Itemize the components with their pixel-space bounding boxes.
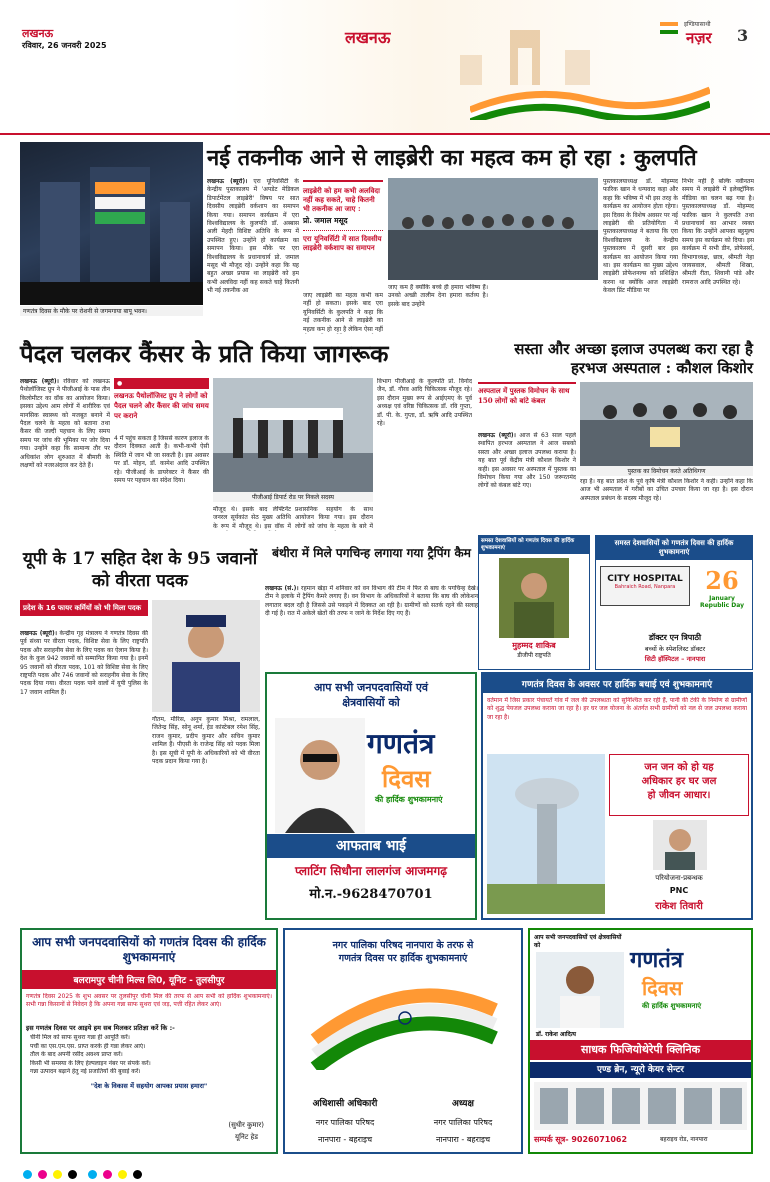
lead-quote-2: एरा यूनिवर्सिटी में सात दिवसीय लाइब्रेरी वर्कशाप का समापन — [303, 230, 383, 252]
nagar-right-place: नानपारा - बहराइच — [435, 1135, 491, 1144]
cancer-tag-label: ● — [114, 378, 209, 389]
hospital-ad — [595, 535, 753, 670]
water-tank-image — [487, 754, 605, 914]
hospital-photo — [580, 382, 753, 467]
lead-col-1: लखनऊ (ब्यूरो)। एरा यूनिवर्सिटी के केन्द्रीय पुस्तकालय में 'अपडेट मेडिकल डिपार्टमेंटल लाइब्रेरी' विषय पर सात दिवसीय लाइब्रेरी वर्कशाप का समापन किया गया। समापन कार्यक्रम में एरा विश्वविद्यालय के कुलपति डॉ. अब्बास अली मेहदी विशिष्ट अतिथि के रूप में उपस्थित हुए। उन्होंने हो कार्यक्रम का समापन किया। इस मौके पर एरा विश्वविद्यालय के प्रधानाचार्य प्रो. जमाल मसूद भी मौजूद रहे। उन्होंने कहा कि यह बहुत अच्छा प्रयास था लाइब्रेरी को हम कभी अलविदा नहीं कह सकते चाहे कितनी भी नई तकनीक आ — [207, 178, 299, 295]
lead-col-5: निर्भर नहीं है बल्कि नवीनतम समय में लाइब्रेरी में इलेक्ट्रॉनिक मीडिया का चलन बढ़ गया है। पुस्तकालयाध्यक्ष डॉ. मोहम्मद फारिक खान ने कुलपति तथा प्रधानाचार्य का आभार व्यक्त किया कि उन्होंने आपका बहुमूल्य समय इस कार्यक्रम को दिया। इस कार्यक्रम में सभी डीन, प्रोफेसर्स, विभागाध्यक्ष, छात्र, श्रीमती नेहा जायसवाल, श्रीमती शिखा, श्रीमती रीता, शिवानी पांडे और रामराज आदि उपस्थित रहे। — [682, 178, 754, 286]
aftab-festival-2: दिवस — [382, 764, 431, 793]
balrampur-ad — [20, 928, 278, 1154]
page-number: 3 — [737, 26, 749, 45]
cancer-tag-text: लखनऊ पैथोलॉजिस्ट ग्रुप ने लोगों को पैदल चलने और कैंसर की जांच समय पर कराने — [114, 391, 209, 420]
physio-services — [534, 1082, 747, 1130]
pnc-ad — [481, 672, 753, 920]
cancer-col-1: लखनऊ (ब्यूरो)। रविवार को लखनऊ पैथोलॉजिस्ट ग्रुप ने पीजीआई के पास तीन किलोमीटर का वॉक का आयोजन किया। इसका उद्देश्य आम लोगों में शारीरिक एवं मानसिक स्वास्थ्य को मजबूत बनाने में पैदल चलने के महत्व को बताना तथा कैंसर की जल्दी पहचान के लिए समय समय पर जांच की भूमिका पर जोर दिया गया। उन्होंने कहा कि सामान्य तौर पर अधिकांश लोग शुरुआत में बीमारी के लक्षणों को नजरअंदाज कर देते हैं। — [20, 378, 110, 470]
nagar-left-org: नगर पालिका परिषद — [315, 1118, 375, 1127]
greet-small-ad — [478, 535, 590, 670]
aftab-business: प्लाटिंग सिधौना लालगंज आजमगढ़ — [295, 864, 447, 878]
section-title: लखनऊ — [345, 28, 391, 47]
balrampur-sign-role: यूनिट हेड — [235, 1133, 258, 1141]
aftab-phone: मो.न.-9628470701 — [309, 887, 433, 902]
physio-sub: एण्ड ब्रेन, न्यूरो केयर सेन्टर — [597, 1065, 684, 1075]
balrampur-item: किसी भी समस्या के लिए हेल्पलाइन नंबर पर संपर्क करें। — [30, 1059, 151, 1067]
masthead-date: रविवार, 26 जनवरी 2025 — [22, 41, 107, 50]
lead-dateline: लखनऊ (ब्यूरो)। — [207, 178, 248, 185]
cancer-col-4: प्रशासनिक सहयोग के साथ आयोजन किया गया। इस दौरान लोगों को जांच के महत्व के बारे में — [295, 506, 373, 530]
pnc-slogan-3: हो जीवन आधार। — [647, 790, 711, 801]
book-launch-image — [580, 382, 753, 467]
crime-headline: बंथीरा में मिले पगचिन्ह लगाया गया ट्रैपिंग कैम — [272, 546, 471, 560]
hospital-headline: सस्ता और अच्छा इलाज उपलब्ध करा रहा है हरभज अस्पताल : कौशल किशोर — [514, 340, 753, 377]
flag-ribbon — [470, 80, 710, 120]
badge-text: January Republic Day — [699, 595, 745, 609]
physio-name-bar — [530, 1040, 751, 1060]
lead-photo — [20, 142, 203, 305]
medal-headline: यूपी के 17 सहित देश के 95 जवानों को वीरता पदक — [22, 549, 258, 591]
cancer-col-3: मौजूद थे। इसके बाद लेफ्टिनेंट जनरल सूर्यकांत सेठ मुख्य अतिथि के रूप में मौजूद थे। इस वॉक में — [213, 506, 291, 530]
physio-festival-2: दिवस — [642, 976, 683, 1000]
hospital-sign-sub: Bahraich Road, Nanpara — [614, 584, 676, 590]
physio-doctor: डॉ. राकेश आदित्य — [536, 1031, 577, 1038]
hospital-tag-text: अस्पताल में पुस्तक विमोचन के साथ 150 लोगों को बांटे कंबल — [478, 382, 576, 406]
masthead-city: लखनऊ — [22, 27, 54, 40]
greet-small-photo — [499, 558, 569, 638]
hospital-photo-caption: पुस्तक का विमोचन करते अतिथिगण — [580, 466, 753, 476]
greet-small-name: मुहम्मद शाकिब — [512, 640, 556, 650]
aftab-festival: गणतंत्र — [367, 727, 435, 760]
nagar-ad — [283, 928, 523, 1154]
aftab-line2: क्षेत्रवासियों को — [342, 696, 400, 709]
group-photo — [388, 178, 598, 280]
balrampur-footer: "देश के विकास में सहयोग आपका प्रयास हमारा" — [90, 1081, 208, 1090]
cancer-photo — [213, 378, 373, 498]
balrampur-item: गन्ना उत्पादन बढ़ाने हेतु नई प्रजातियों की बुवाई करें। — [30, 1068, 141, 1075]
physio-ad — [528, 928, 753, 1154]
lead-photo-caption: गणतंत्र दिवस के मौके पर रोशनी से जगमगाया बापू भवन। — [20, 306, 203, 316]
print-colour-marks — [20, 1164, 750, 1176]
balrampur-item: चीनी मिल को साफ सुथरा गन्ना ही आपूर्ति करें। — [30, 1034, 130, 1041]
illuminated-building-image — [20, 142, 203, 305]
tricolor-flag-icon — [305, 970, 505, 1070]
pnc-title: गणतंत्र दिवस के अवसर पर हार्दिक बधाई एवं शुभकामनाएं — [483, 674, 751, 693]
medal-col-2: गौतम, मौरिस, अनूप कुमार मिश्रा, रामलाल, जितेन्द्र सिंह, सोनू शर्मा, हेड कांस्टेबल रमेश सिंह, राजन कुमार, प्रदीप कुमार और सचिन कुमार शामिल हैं। पीएसी के राजेन्द्र सिंह को पदक मिला है। इस सूची में यूपी के अधिकारियों को भी वीरता पदक प्रदान किया गया है। — [152, 716, 260, 766]
cancer-col-5: विभाग पीजीआई के कुलपति प्रो. विनोद जैन, डॉ. गौरव आदि चिकित्सक मौजूद रहे। इस दौरान मुख्य रूप से आईएमए के पूर्व अध्यक्ष एवं वरिष्ठ चिकित्सक डॉ. रवि गुप्ता, डॉ. पी. के. गुप्ता, डॉ. ऋषि आदि उपस्थित रहे। — [377, 378, 472, 428]
nagar-left — [285, 1096, 405, 1145]
therapy-equipment-image — [534, 1082, 747, 1130]
hospital-ad-role2: सिटी हॉस्पिटल – नानपारा — [644, 655, 706, 663]
badge-number: 26 — [705, 566, 739, 595]
pnc-slogan-box — [609, 754, 749, 816]
medal-tag: प्रदेश के 16 फायर कर्मियों को भी मिला पदक — [20, 600, 148, 616]
physio-wish: की हार्दिक शुभकामनाएं — [642, 1002, 702, 1010]
hospital-sign-text: CITY HOSPITAL — [607, 574, 683, 584]
hospital-ad-name: डॉक्टर एन त्रिपाठी — [648, 633, 702, 642]
pnc-slogan-2: अधिकार हर घर जल — [641, 776, 717, 787]
person-portrait-image — [275, 718, 365, 833]
physio-contact: सम्पर्क सूत्र- 9026071062 — [534, 1135, 628, 1144]
pnc-body: वर्तमान में जिस प्रकार पंचायतें गांव में जल की उपलब्धता को सुनिश्चित कर रही हैं, पानी की टंकी के निर्माण से ग्रामीणों को शुद्ध पेयजल उपलब्ध कराया जा रहा है। हर घर जल योजना के अंतर्गत सभी ग्रामीणों को नल से जल उपलब्ध कराया जा रहा है। — [487, 697, 747, 721]
pnc-slogan-1: जन जन को हो यह — [644, 762, 714, 773]
greet-small-role: डीजीपी राष्ट्रपति — [517, 652, 551, 659]
hospital-sign — [600, 566, 690, 606]
balrampur-list — [30, 1034, 268, 1077]
hospital-col-2: रहा है। यह बात प्रदेश के पूर्व कृषि मंत्री कौशल किशोर ने कही। उन्होंने कहा कि आज भी अस्पताल में गरीबों का उचित उपचार किया जा रहा है। इस दौरान अस्पताल प्रबंधन के सदस्य मौजूद रहे। — [580, 478, 753, 502]
nagar-left-role: अधिशासी अधिकारी — [312, 1099, 378, 1109]
masthead-flag — [660, 22, 678, 34]
aftab-name: आफताब भाई — [336, 838, 406, 854]
hospital-col-1: लखनऊ (ब्यूरो)। आज से 63 साल पहले स्थापित हरभज अस्पताल ने आज सबको सस्ता और अच्छा इलाज उपलब्ध कराया है। यह बात पूर्व केंद्रीय मंत्री कौशल किशोर ने कही। इस अवसर पर अस्पताल में पुस्तक का विमोचन किया गया और 150 जरूरतमंद लोगों को कंबल बांटे गए। — [478, 432, 576, 490]
balrampur-company: बलरामपुर चीनी मिल्स लि0, यूनिट - तुलसीपुर — [22, 970, 276, 989]
nagar-title-2: गणतंत्र दिवस पर हार्दिक शुभकामनाएं — [338, 953, 468, 964]
aftab-wish: की हार्दिक शुभकामनाएं — [375, 795, 443, 804]
pnc-company: PNC — [669, 886, 689, 895]
doctor-portrait-image — [536, 952, 624, 1028]
lead-quote-box — [303, 180, 383, 290]
crime-body: लखनऊ (सं.)। रहमान खेड़ा में शनिवार को वन विभाग की टीम ने फिर से बाघ के पगचिन्ह देखे। टीम ने इलाके में ट्रैपिंग कैमरे लगाए हैं। वन विभाग के अधिकारियों ने बताया कि बाघ की लोकेशन लगातार बदल रही है जिससे उसे पकड़ने में दिक्कत आ रही है। ग्रामीणों को सतर्क रहने की सलाह दी गई है। रात में अकेले खेतों की तरफ न जाने के निर्देश दिए गए हैं। — [265, 585, 478, 618]
lead-col-2: जाए लाइब्रेरी का महत्व कभी कम नहीं हो सकता। इसके बाद एरा यूनिवर्सिटी के कुलपति ने कहा कि नई तकनीक आने से लाइब्रेरी का महत्व कम हो रहा है लेकिन ऐसा नहीं — [303, 292, 383, 333]
nagar-right-org: नगर पालिका परिषद — [433, 1118, 493, 1127]
nagar-title-1: नगर पालिका परिषद नानपारा के तरफ से — [332, 940, 474, 951]
physio-address: बहराइच रोड, नानपारा — [660, 1136, 708, 1143]
masthead — [0, 0, 770, 135]
officer-portrait-image — [499, 558, 569, 638]
physio-photo — [536, 952, 624, 1028]
physio-festival: गणतंत्र — [630, 947, 683, 973]
hospital-ad-role1: बच्चों के स्पेशलिस्ट डॉक्टर — [644, 645, 706, 653]
group-people-image — [388, 178, 598, 280]
balrampur-list-title: इस गणतंत्र दिवस पर आइये हम सब मिलकर प्रतिज्ञा करें कि :- — [26, 1024, 175, 1032]
hospital-tag — [478, 382, 576, 406]
brand-name: नज़र — [686, 29, 712, 47]
balrampur-sign-name: (सुधीर कुमार) — [228, 1121, 264, 1129]
pnc-role: परियोजना-प्रबन्धक — [655, 874, 703, 882]
cancer-col-2: 4 में पहुंच सकता है जिससे कारण इलाज के दौरान दिक्कत आती है। कभी-कभी ऐसी स्थिति में जान भी जा सकती है। इस अवसर पर डॉ. मोहन, डॉ. कामेश आदि उपस्थित रहे। पीजीआई के डायरेक्टर ने कैंसर की समय पर पहचान का संदेश दिया। — [114, 435, 209, 485]
physio-top: आप सभी जनपदवासियों एवं क्षेत्रवासियों को — [534, 934, 622, 949]
balrampur-title: आप सभी जनपदवासियों को गणतंत्र दिवस की हार्दिक शुभकामनाएं — [32, 935, 266, 964]
balrampur-body: गणतंत्र दिवस 2025 के शुभ अवसर पर तुलसीपुर चीनी मिल की तरफ से आप सभी को हार्दिक शुभकामनाएं। सभी गन्ना किसानों से निवेदन है कि अपना गन्ना साफ सुथरा एवं जड़, पत्ती रहित लेकर आएं। — [26, 993, 272, 1009]
lead-quote-1: लाइब्रेरी को हम कभी अलविदा नहीं कह सकते, चाहे कितनी भी तकनीक आ जाए : — [303, 186, 380, 213]
lead-col-3: जाए कम है क्योंकि बच्चे ही हमारा भविष्य हैं। उनको अच्छी तालीम देना हमारा कर्तव्य है। इसके बाद उन्होंने — [388, 284, 488, 308]
aftab-line1: आप सभी जनपदवासियों एवं — [313, 681, 429, 694]
balrampur-item: पर्ची का एस.एम.एस. प्राप्त करके ही गन्ना लेकर आएं। — [30, 1042, 146, 1050]
aftab-ad — [265, 672, 477, 920]
aftab-name-bar — [267, 834, 475, 858]
aftab-photo — [275, 718, 365, 833]
republic-day-badge — [696, 566, 748, 621]
water-tank-icon — [487, 754, 605, 914]
physio-sub-bar — [530, 1062, 751, 1078]
greet-small-title: समस्त देशवासियों को गणतंत्र दिवस की हार्दिक शुभकामनाएं — [479, 536, 589, 554]
police-officer-image — [152, 600, 260, 712]
balrampur-item: तौल के बाद अपनी रसीद अवश्य प्राप्त करें। — [30, 1051, 123, 1058]
cancer-photo-caption: पीजीआई डिपार्ट रोड पर निकले सदस्य — [213, 492, 373, 502]
lead-col-4: पुस्तकालयाध्यक्ष डॉ. मोहम्मद फारिक खान ने धन्यवाद कहा और कहा कि भविष्य में भी इस तरह के कार्यक्रम का आयोजन होता रहेगा। इस दिवस के विशेष अवसर पर नई लाइब्रेरी की प्रतियोगिता में पुस्तकालयाध्यक्ष ने बताया कि एरा विश्वविद्यालय के केन्द्रीय पुस्तकालय में दूसरी बार इस कार्यक्रम का आयोजन किया गया था। इस कार्यक्रम का मुख्य उद्देश्य लाइब्रेरी प्रोफेशनल्स को प्रशिक्षित करना था क्योंकि आज लाइब्रेरी केवल प्रिंट मीडिया पर — [603, 178, 678, 295]
pnc-name: राकेश तिवारी — [655, 901, 703, 912]
nagar-right-role: अध्यक्ष — [452, 1099, 474, 1109]
officer-photo — [152, 600, 260, 712]
brand-small: इण्डियासाथी — [684, 21, 711, 28]
lead-headline: नई तकनीक आने से लाइब्रेरी का महत्व कम हो रहा : कुलपति — [207, 145, 697, 171]
physio-name: साधक फिजियोथेरेपी क्लिनिक — [580, 1043, 701, 1056]
hospital-ad-title: समस्त देशवासियों को गणतंत्र दिवस की हार्दिक शुभकामनाएं — [596, 536, 752, 560]
walkathon-image — [213, 378, 373, 498]
manager-portrait-image — [653, 820, 707, 870]
nagar-right — [405, 1096, 521, 1145]
lead-quote-name: प्रो. जमाल मसूद — [303, 216, 348, 225]
medal-col-1: लखनऊ (ब्यूरो)। केन्द्रीय गृह मंत्रालय ने गणतंत्र दिवस की पूर्व संध्या पर वीरता पदक, विशिष्ट सेवा के लिए राष्ट्रपति पदक और सराहनीय सेवा के लिए पदक का ऐलान किया है। देश के कुल 942 जवानों को सम्मानित किया गया है। इनमें 95 जवानों को वीरता पदक, 101 को विशिष्ट सेवा के लिए राष्ट्रपति पदक और 746 जवानों को सराहनीय सेवा के लिए पदक दिया गया। वीरता पदक पाने वालों में यूपी पुलिस के 17 जवान शामिल हैं। — [20, 630, 148, 696]
pnc-photo — [653, 820, 707, 870]
cancer-headline: पैदल चलकर कैंसर के प्रति किया जागरूक — [20, 339, 389, 368]
flag-swoosh — [305, 970, 505, 1070]
cancer-tag — [114, 378, 209, 421]
nagar-left-place: नानपारा - बहराइच — [317, 1135, 373, 1144]
